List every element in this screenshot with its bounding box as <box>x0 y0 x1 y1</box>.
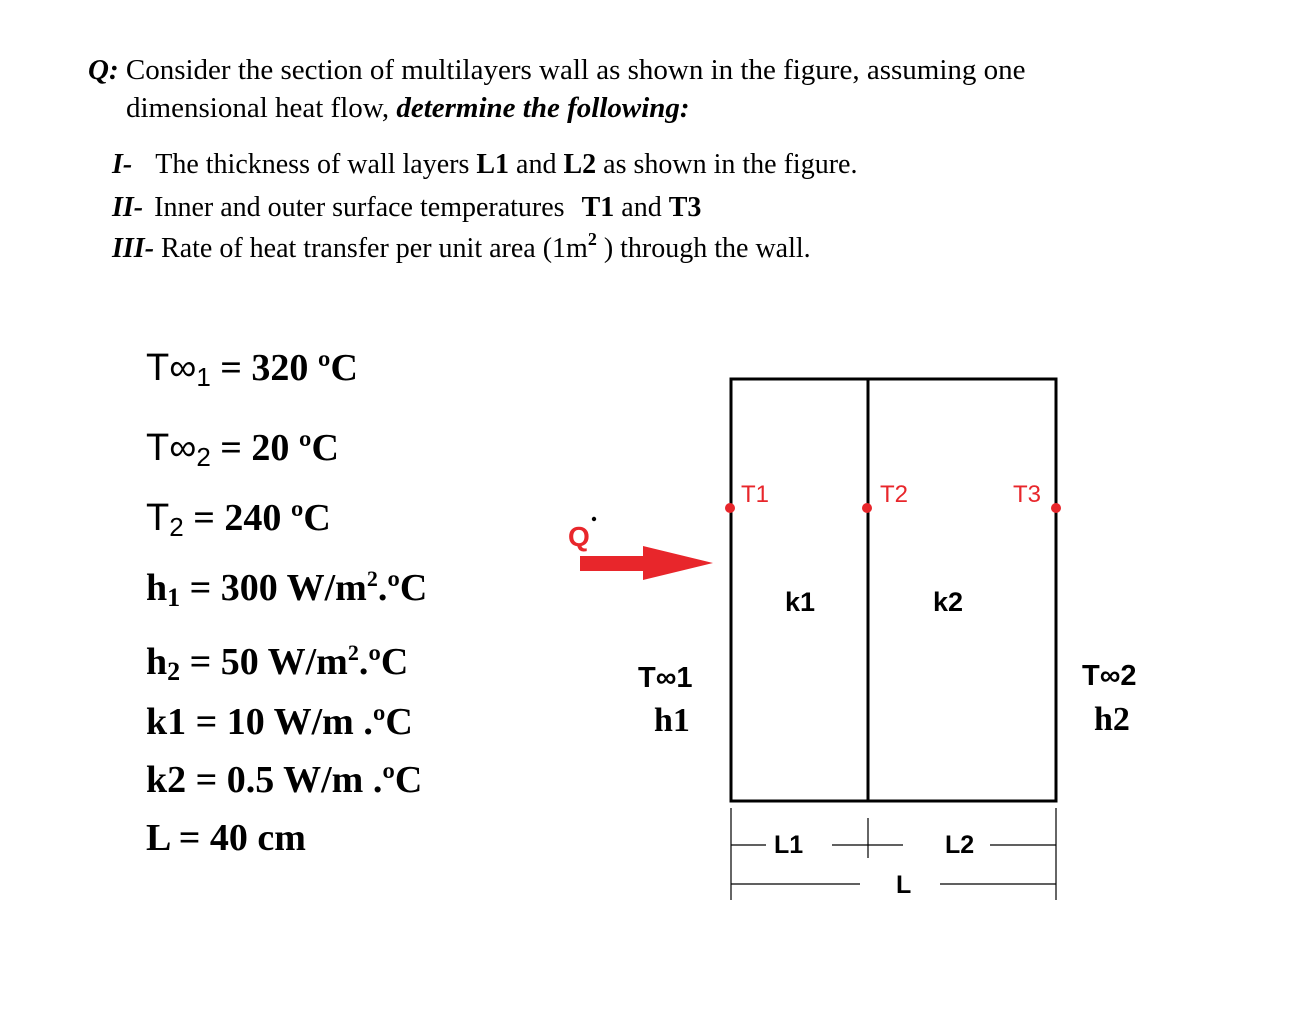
item-3-text-a: Rate of heat transfer per unit area (1m <box>161 233 588 264</box>
heat-flow-arrow <box>580 546 713 580</box>
given-0-sub: 1 <box>196 362 211 392</box>
given-3-sub: 1 <box>167 583 181 612</box>
t-inf-left-label: T∞1 <box>638 662 693 694</box>
item-1-text-a: The thickness of wall layers <box>155 149 470 180</box>
t3-label: T3 <box>1013 481 1042 508</box>
item-1-text-b: as shown in the figure. <box>603 149 858 180</box>
item-2-number: II- <box>112 192 144 223</box>
given-6-main: k2 <box>146 759 187 801</box>
t3-point <box>1051 503 1061 513</box>
given-2-rest: = 240 ºC <box>193 497 331 539</box>
given-2-sym: T <box>146 497 170 539</box>
item-3-sup: 2 <box>587 229 597 249</box>
given-2-sub: 2 <box>169 512 184 542</box>
given-4-rest2: .ºC <box>358 641 409 683</box>
given-0-sym: T∞ <box>146 347 197 389</box>
given-7-rest: = 40 cm <box>178 817 306 859</box>
given-4-rest: = 50 W/m <box>189 641 348 683</box>
t1-label: T1 <box>741 481 770 508</box>
h-right-label: h2 <box>1094 701 1130 738</box>
q-dot-label: Q <box>568 521 590 552</box>
question-label: Q: <box>88 54 119 86</box>
t-inf-right-label: T∞2 <box>1082 660 1137 692</box>
given-1-rest: = 20 ºC <box>220 427 339 469</box>
item-2-mid: and <box>621 192 662 223</box>
item-1-b2: L2 <box>563 149 597 180</box>
given-3-rest: = 300 W/m <box>189 567 367 609</box>
item-2-b1: T1 <box>581 192 615 223</box>
l-total-label: L <box>896 871 912 899</box>
k2-label: k2 <box>933 587 964 617</box>
item-3-number: III- <box>112 233 155 264</box>
given-3-main: h <box>146 567 168 609</box>
q-dot-mark <box>592 517 596 521</box>
given-3-sup: 2 <box>366 566 378 591</box>
l2-label: L2 <box>945 831 975 859</box>
h-left-label: h1 <box>654 702 690 739</box>
given-6-rest: = 0.5 W/m .ºC <box>195 759 423 801</box>
given-3-rest2: .ºC <box>377 567 428 609</box>
item-2-text-a: Inner and outer surface temperatures <box>154 192 565 223</box>
question-text-1: Consider the section of multilayers wall as shown in the figure, assuming one <box>125 54 1026 86</box>
item-2-b2: T3 <box>668 192 702 223</box>
t1-point <box>725 503 735 513</box>
given-5-rest: = 10 W/m .ºC <box>195 701 413 743</box>
item-3-text-b: ) through the wall. <box>603 233 811 264</box>
t2-label: T2 <box>880 481 909 508</box>
given-5-main: k1 <box>146 701 187 743</box>
question-text-2a: dimensional heat flow, <box>126 92 390 124</box>
given-1-sub: 2 <box>196 442 211 472</box>
k1-label: k1 <box>785 587 816 617</box>
given-4-sup: 2 <box>347 640 359 665</box>
given-1-sym: T∞ <box>146 427 197 469</box>
given-7-main: L <box>146 817 170 859</box>
given-4-main: h <box>146 641 168 683</box>
item-1-b1: L1 <box>476 149 510 180</box>
t2-point <box>862 503 872 513</box>
question-text-2b: determine the following: <box>396 92 690 124</box>
l1-label: L1 <box>774 831 804 859</box>
item-1-mid: and <box>516 149 557 180</box>
given-4-sub: 2 <box>167 657 181 686</box>
given-0-rest: = 320 ºC <box>220 347 358 389</box>
item-1-number: I- <box>112 149 133 180</box>
